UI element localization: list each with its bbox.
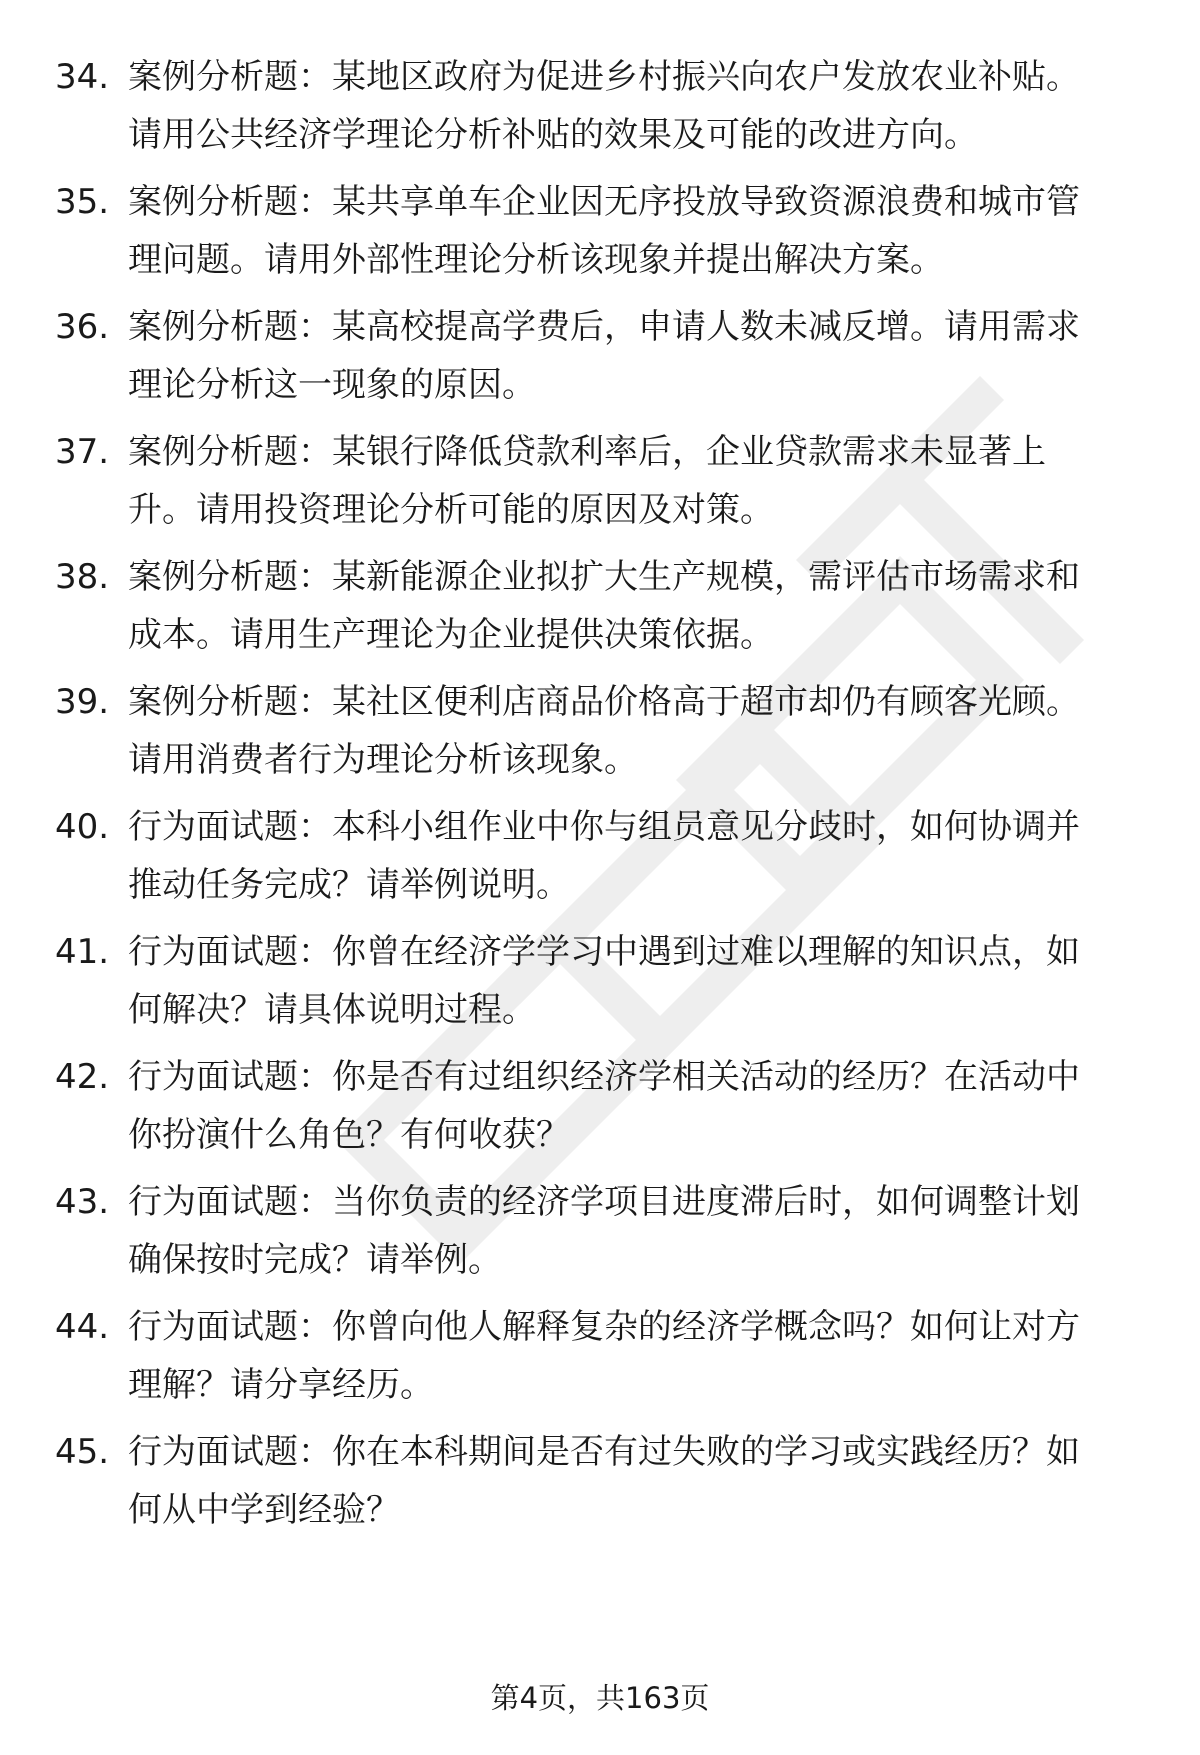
question-number: 38. [55,557,110,597]
question-number: 40. [55,807,110,847]
question-number: 43. [55,1182,110,1222]
question-text [128,173,1198,289]
question-text-line: 行为面试题：本科小组作业中你与组员意见分歧时，如何协调并 [128,807,1080,847]
question-text-line: 案例分析题：某银行降低贷款利率后，企业贷款需求未显著上 [128,432,1046,472]
question-text [128,923,1198,1039]
question-text-line: 理问题。请用外部性理论分析该现象并提出解决方案。 [128,240,944,280]
question-text [128,48,1198,164]
question-text-line: 何解决？请具体说明过程。 [128,990,536,1030]
question-number: 37. [55,432,110,472]
question-number: 44. [55,1307,110,1347]
question-text-line: 请用公共经济学理论分析补贴的效果及可能的改进方向。 [128,115,978,155]
question-number: 35. [55,182,110,222]
question-text-line: 请用消费者行为理论分析该现象。 [128,740,638,780]
question-text-line: 案例分析题：某社区便利店商品价格高于超市却仍有顾客光顾。 [128,682,1080,722]
question-text [128,298,1198,414]
question-text [128,1423,1198,1539]
question-text-line: 你扮演什么角色？有何收获？ [128,1115,570,1155]
question-text [128,798,1198,914]
question-number: 34. [55,57,110,97]
question-text [128,548,1198,664]
question-number: 41. [55,932,110,972]
question-text [128,673,1198,789]
question-text [128,1048,1198,1164]
question-text-line: 行为面试题：你曾在经济学学习中遇到过难以理解的知识点，如 [128,932,1080,972]
question-text-line: 确保按时完成？请举例。 [128,1240,502,1280]
question-number: 39. [55,682,110,722]
question-text-line: 行为面试题：你是否有过组织经济学相关活动的经历？在活动中 [128,1057,1080,1097]
question-text-line: 案例分析题：某共享单车企业因无序投放导致资源浪费和城市管 [128,182,1080,222]
question-text-line: 案例分析题：某高校提高学费后，申请人数未减反增。请用需求 [128,307,1080,347]
question-number: 36. [55,307,110,347]
question-text-line: 何从中学到经验？ [128,1490,400,1530]
question-text-line: 案例分析题：某地区政府为促进乡村振兴向农户发放农业补贴。 [128,57,1080,97]
question-number: 42. [55,1057,110,1097]
question-text [128,1173,1198,1289]
question-text [128,423,1198,539]
page-footer: 第4页，共163页 [490,1681,710,1715]
question-number: 45. [55,1432,110,1472]
question-text-line: 推动任务完成？请举例说明。 [128,865,570,905]
question-text [128,1298,1198,1414]
question-text-line: 理论分析这一现象的原因。 [128,365,536,405]
question-text-line: 成本。请用生产理论为企业提供决策依据。 [128,615,774,655]
question-text-line: 行为面试题：你曾向他人解释复杂的经济学概念吗？如何让对方 [128,1307,1080,1347]
question-text-line: 行为面试题：你在本科期间是否有过失败的学习或实践经历？如 [128,1432,1080,1472]
question-text-line: 案例分析题：某新能源企业拟扩大生产规模，需评估市场需求和 [128,557,1080,597]
question-text-line: 升。请用投资理论分析可能的原因及对策。 [128,490,774,530]
question-text-line: 行为面试题：当你负责的经济学项目进度滞后时，如何调整计划 [128,1182,1080,1222]
question-text-line: 理解？请分享经历。 [128,1365,434,1405]
